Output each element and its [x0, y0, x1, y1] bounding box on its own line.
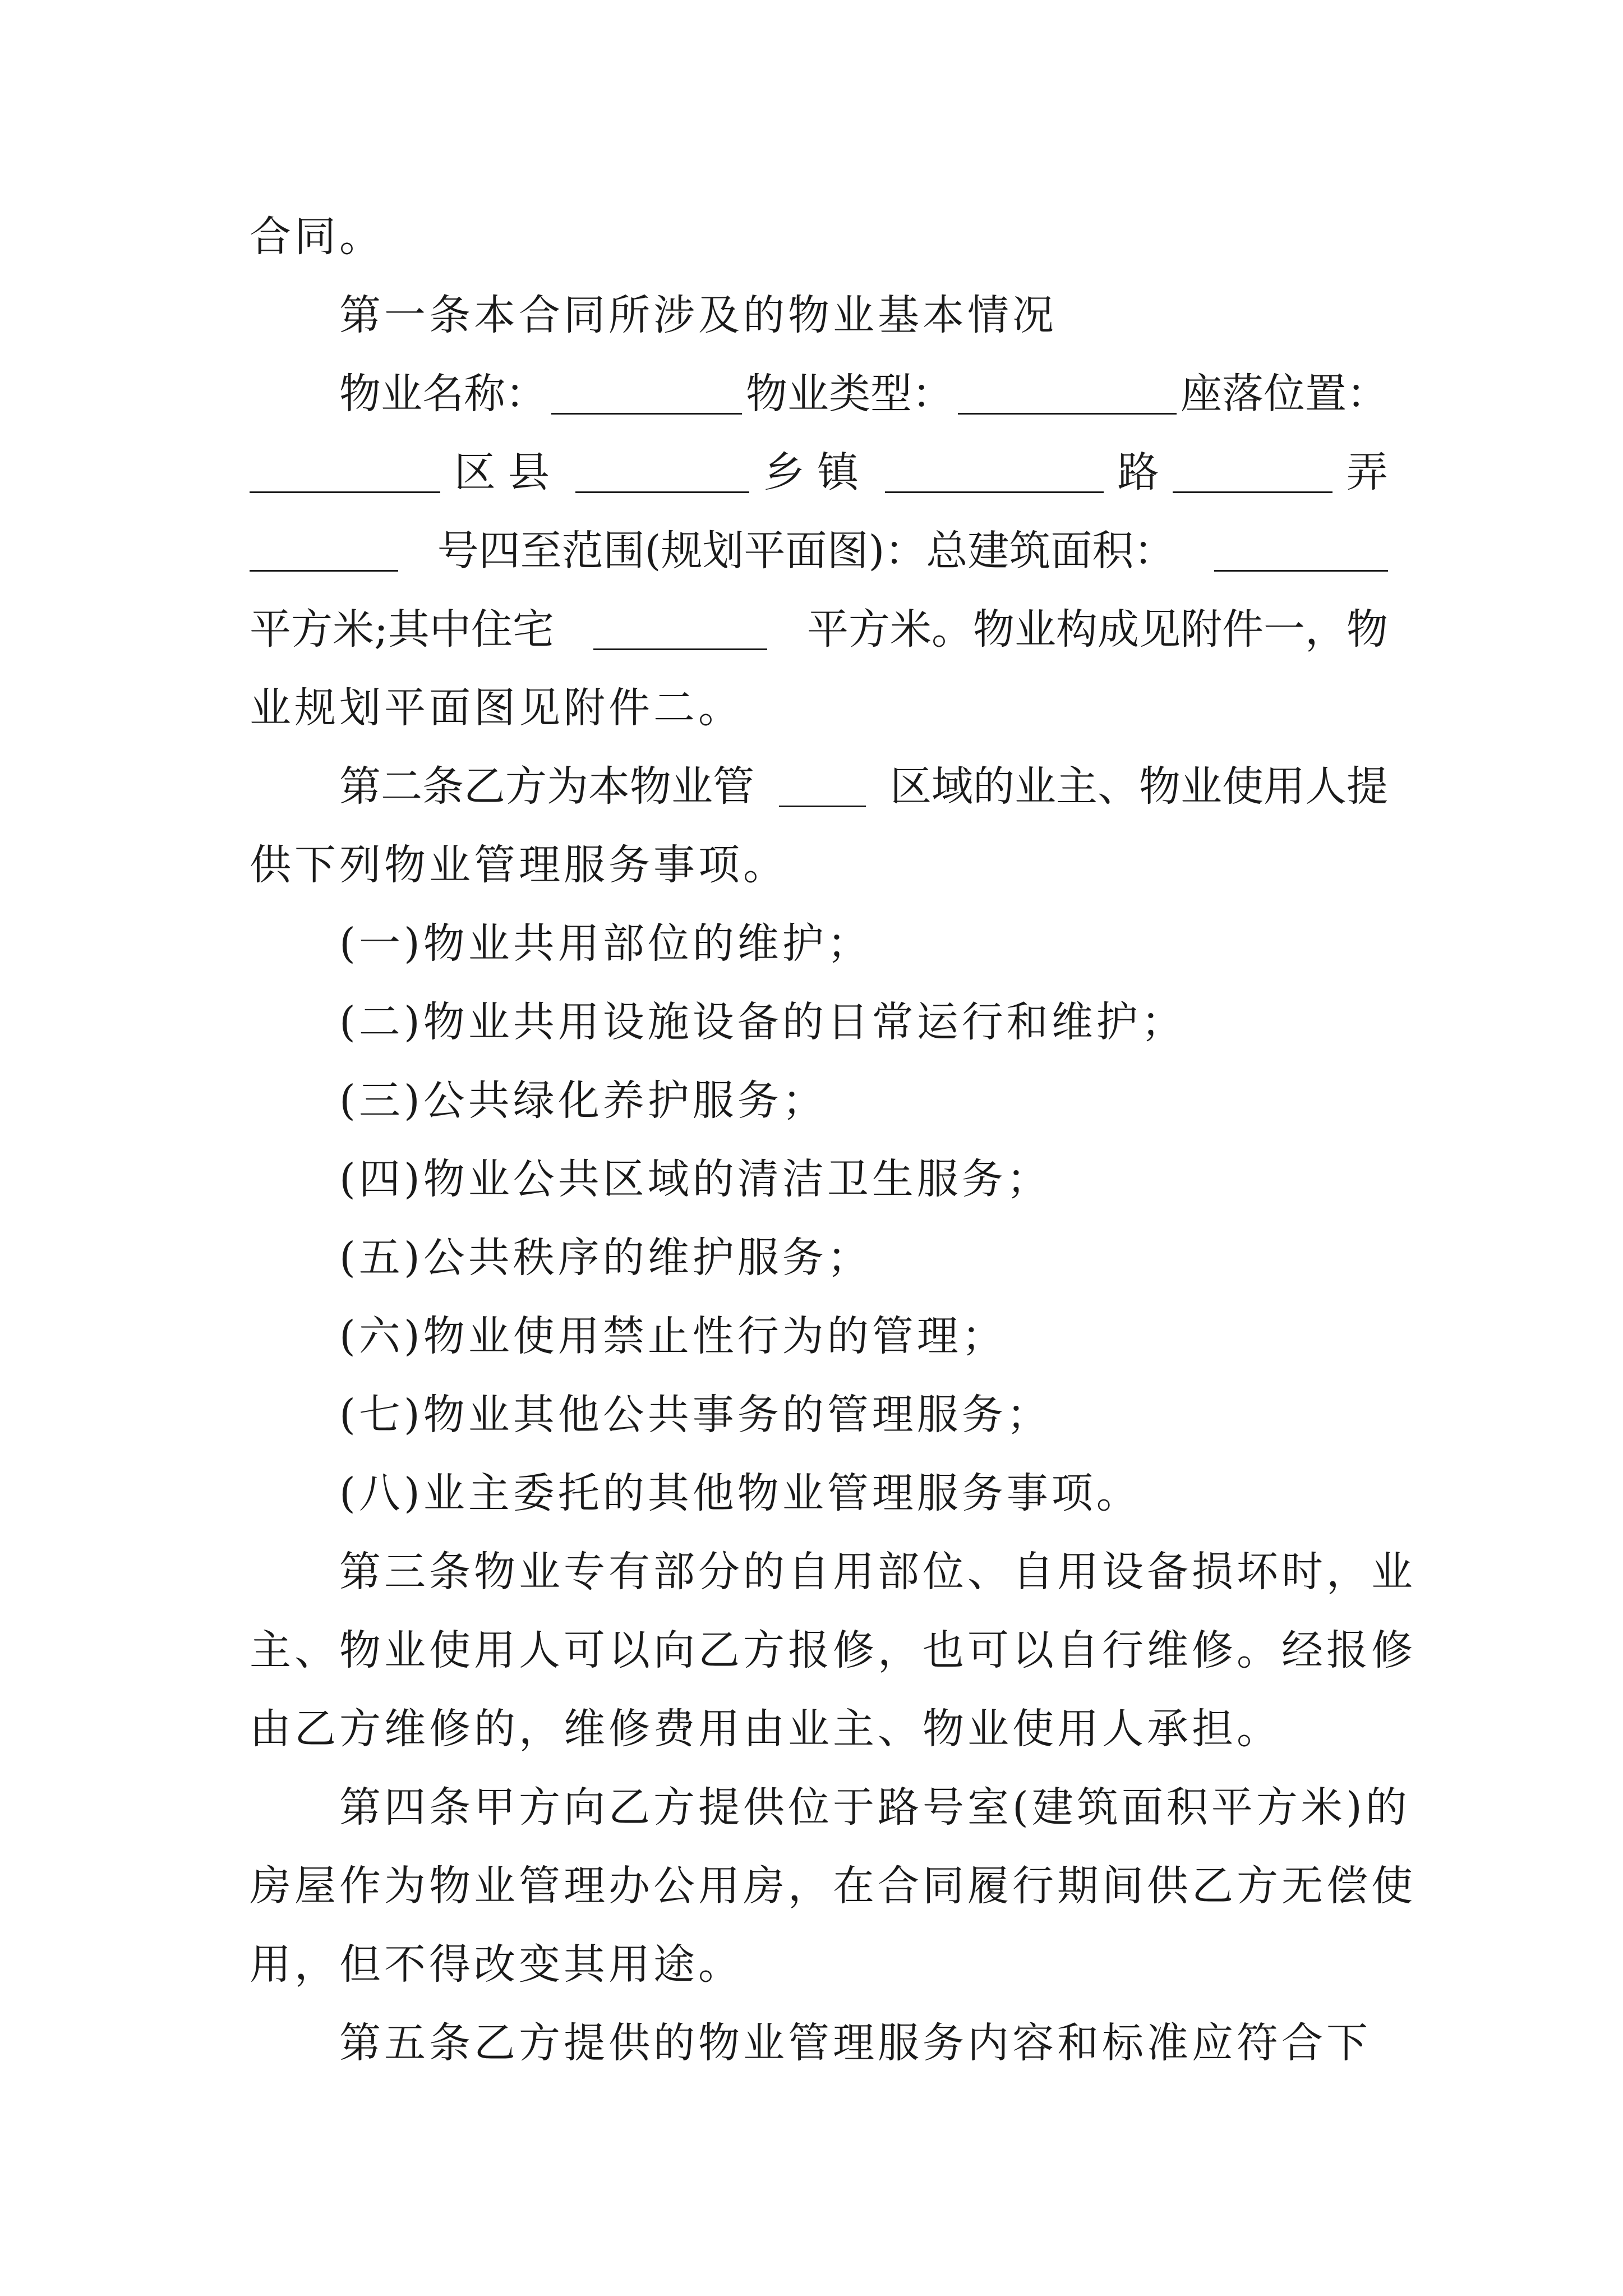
paragraph-line	[250, 213, 1388, 261]
road-blank	[885, 458, 1104, 493]
paragraph-line	[339, 1548, 1416, 1596]
paragraph-line	[339, 2019, 1388, 2067]
text-run: 平方米。物业构成见附件一，物	[807, 605, 1388, 654]
residential-label: 平方米;其中住宅	[250, 605, 554, 654]
list-item	[339, 1469, 1388, 1517]
district-label: 区县	[454, 448, 562, 496]
text-run: (三)公共绿化养护服务；	[339, 1076, 827, 1125]
paragraph-line-article-2	[339, 762, 1388, 811]
text-run: 房屋作为物业管理办公用房，在合同履行期间供乙方无偿使	[250, 1862, 1416, 1910]
text-run: 第二条乙方为本物业管	[339, 762, 754, 811]
paragraph-line	[250, 1626, 1416, 1674]
area-label: 号四至范围(规划平面图)：总建筑面积：	[437, 527, 1175, 575]
form-line-address	[250, 448, 1388, 496]
property-type-blank	[958, 379, 1177, 415]
paragraph-line	[339, 1783, 1410, 1832]
text-run: (七)物业其他公共事务的管理服务；	[339, 1391, 1052, 1439]
list-item	[339, 1155, 1388, 1203]
property-type-label: 物业类型：	[746, 370, 953, 418]
text-run: 业规划平面图见附件二。	[250, 684, 743, 732]
total-area-blank	[1214, 536, 1388, 572]
paragraph-line	[250, 684, 1388, 732]
property-name-label: 物业名称：	[339, 370, 547, 418]
road-label: 路	[1117, 448, 1159, 496]
paragraph-line	[250, 841, 1388, 889]
text-run: (五)公共秩序的维护服务；	[339, 1234, 872, 1282]
text-run: 第三条物业专有部分的自用部位、自用设备损坏时，业	[339, 1548, 1416, 1596]
text-run: (一)物业共用部位的维护；	[339, 919, 872, 968]
lane-label: 弄	[1346, 448, 1388, 496]
text-run: 主、物业使用人可以向乙方报修，也可以自行维修。经报修	[250, 1626, 1416, 1674]
management-blank	[779, 772, 866, 807]
text-run: 用，但不得改变其用途。	[250, 1940, 743, 1989]
list-item	[339, 1076, 1388, 1125]
text-run: 第四条甲方向乙方提供位于路号室(建筑面积平方米)的	[339, 1783, 1410, 1832]
property-name-blank	[551, 379, 742, 415]
list-item	[339, 1312, 1388, 1360]
paragraph-line	[250, 1705, 1388, 1753]
text-run: 由乙方维修的，维修费用由业主、物业使用人承担。	[250, 1705, 1281, 1753]
district-blank	[250, 458, 440, 493]
text-run: 第一条本合同所涉及的物业基本情况	[339, 291, 1057, 339]
location-label: 座落位置：	[1181, 370, 1388, 418]
paragraph-line	[250, 1862, 1416, 1910]
text-run: (二)物业共用设施设备的日常运行和维护；	[339, 998, 1186, 1046]
text-run: 区域的业主、物业使用人提	[890, 762, 1388, 811]
form-line-property-info	[339, 370, 1388, 418]
list-item	[339, 919, 1388, 968]
list-item	[339, 998, 1388, 1046]
paragraph-line	[250, 1940, 1388, 1989]
text-run: (八)业主委托的其他物业管理服务事项。	[339, 1469, 1141, 1517]
form-line-residential	[250, 605, 1388, 654]
town-label: 乡镇	[763, 448, 872, 496]
article-heading	[339, 291, 1388, 339]
residential-area-blank	[593, 615, 767, 650]
text-run: 合同。	[250, 213, 384, 261]
lane-blank	[1173, 458, 1332, 493]
list-item	[339, 1234, 1388, 1282]
text-run: (四)物业公共区域的清洁卫生服务；	[339, 1155, 1052, 1203]
town-blank	[575, 458, 749, 493]
text-run: 第五条乙方提供的物业管理服务内容和标准应符合下	[339, 2019, 1371, 2067]
list-item	[339, 1391, 1388, 1439]
form-line-area	[250, 527, 1388, 575]
text-run: 供下列物业管理服务事项。	[250, 841, 788, 889]
text-run: (六)物业使用禁止性行为的管理；	[339, 1312, 1007, 1360]
number-blank	[250, 536, 398, 572]
